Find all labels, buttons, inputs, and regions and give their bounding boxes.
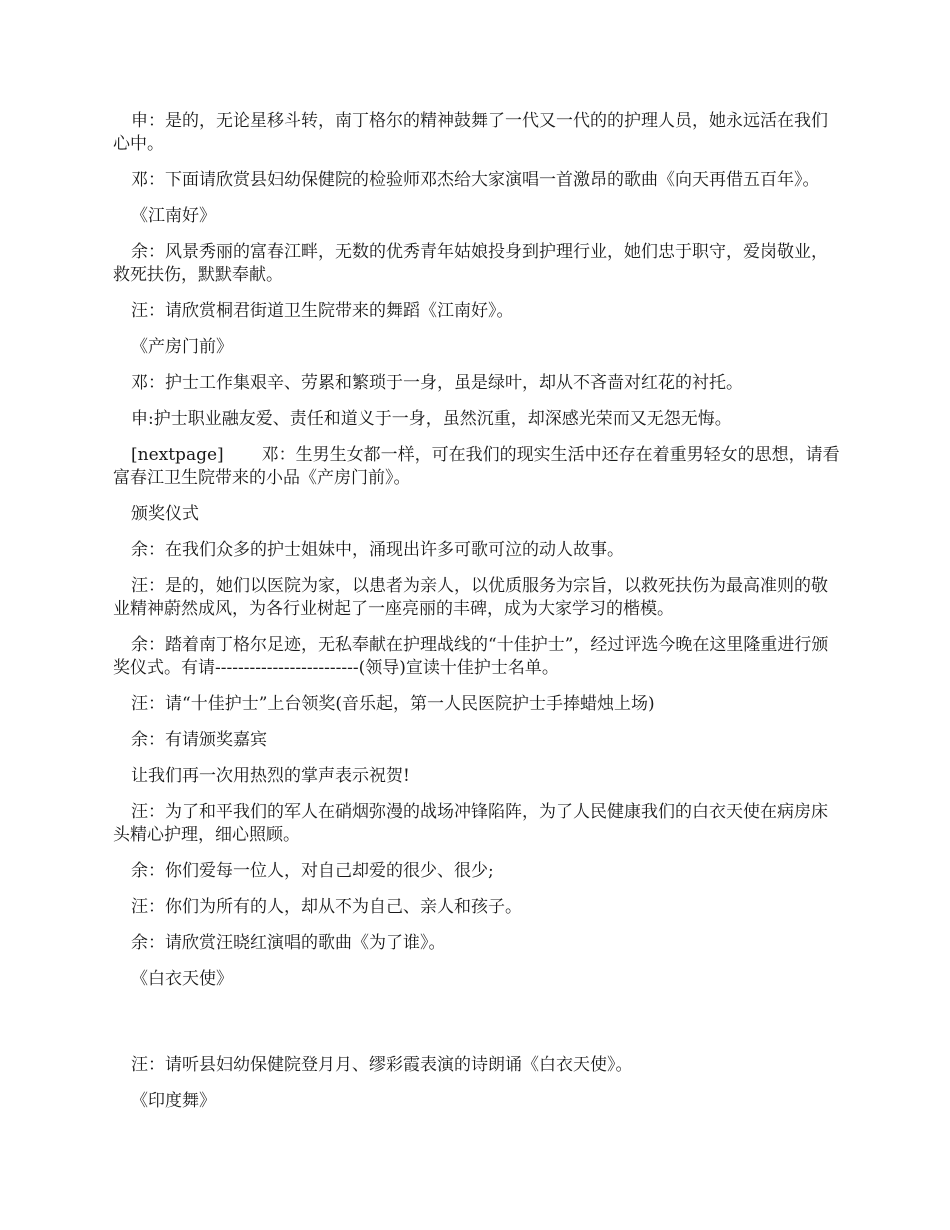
paragraph: 余：请欣赏汪晓红演唱的歌曲《为了谁》。 (131, 933, 446, 953)
paragraph: 余：风景秀丽的富春江畔，无数的优秀青年姑娘投身到护理行业，她们忠于职守，爱岗敬业，救死扶伤，默默奉献。 (113, 242, 828, 285)
paragraph: 余：在我们众多的护士姐妹中，涌现出许多可歌可泣的动人故事。 (131, 540, 624, 560)
paragraph: 余：踏着南丁格尔足迹，无私奉献在护理战线的“十佳护士”，经过评选今晚在这里隆重进行颁奖仪式。有请-------------------------(领导)宣读十佳护士名单。 (113, 635, 829, 678)
paragraph: 汪：请欣赏桐君街道卫生院带来的舞蹈《江南好》。 (131, 301, 514, 321)
paragraph: 《印度舞》 (131, 1091, 216, 1111)
paragraph: 《产房门前》 (131, 337, 233, 357)
paragraph: 让我们再一次用热烈的掌声表示祝贺! (131, 766, 410, 786)
paragraph-with-nextpage (113, 444, 840, 490)
paragraph: 邓：护士工作集艰辛、劳累和繁琐于一身，虽是绿叶，却从不吝啬对红花的衬托。 (131, 373, 743, 393)
paragraph: 余：有请颁奖嘉宾 (131, 730, 267, 750)
paragraph: 余：你们爱每一位人，对自己却爱的很少、很少; (131, 861, 494, 881)
document-page (113, 110, 840, 1126)
paragraph: 申：是的，无论星移斗转，南丁格尔的精神鼓舞了一代又一代的的护理人员，她永远活在我们心中。 (113, 111, 828, 154)
blank-line (113, 1004, 840, 1027)
paragraph: 颁奖仪式 (131, 504, 199, 524)
paragraph: 邓：下面请欣赏县妇幼保健院的检验师邓杰给大家演唱一首激昂的歌曲《向天再借五百年》。 (131, 170, 820, 190)
paragraph: 申:护士职业融友爱、责任和道义于一身，虽然沉重，却深感光荣而又无怨无悔。 (131, 409, 732, 429)
nextpage-tag: [nextpage] (131, 445, 224, 465)
paragraph: 汪：你们为所有的人，却从不为自己、亲人和孩子。 (131, 897, 522, 917)
paragraph: 汪：为了和平我们的军人在硝烟弥漫的战场冲锋陷阵，为了人民健康我们的白衣天使在病房床头精心护理，细心照顾。 (113, 802, 828, 845)
paragraph: 《江南好》 (131, 206, 216, 226)
paragraph: 汪：请“十佳护士”上台领奖(音乐起，第一人民医院护士手捧蜡烛上场) (131, 694, 655, 714)
paragraph: 《白衣天使》 (131, 969, 233, 989)
paragraph-text: 邓：生男生女都一样，可在我们的现实生活中还存在着重男轻女的思想，请看富春江卫生院带来的小品《产房门前》。 (113, 445, 840, 488)
paragraph: 汪：请听县妇幼保健院登月月、缪彩霞表演的诗朗诵《白衣天使》。 (131, 1055, 633, 1075)
paragraph: 汪：是的，她们以医院为家，以患者为亲人，以优质服务为宗旨，以救死扶伤为最高准则的敬业精神蔚然成风，为各行业树起了一座亮丽的丰碑，成为大家学习的楷模。 (113, 576, 828, 619)
